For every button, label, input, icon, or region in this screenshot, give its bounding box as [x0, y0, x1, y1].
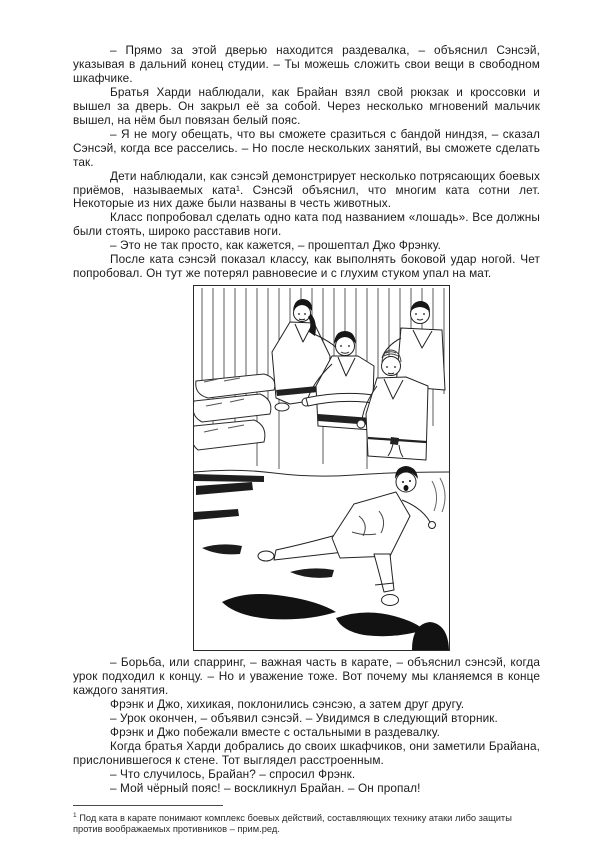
paragraph: Дети наблюдали, как сэнсэй демонстрирует несколько потрясающих боевых приёмов, называемых ката¹. Сэнсэй объяснил, что многим ката сотни лет. Некоторые из них даже были названы в честь животных.: [73, 168, 540, 211]
paragraph: – Я не могу обещать, что вы сможете сразиться с бандой ниндзя, – сказал Сэнсэй, когда все расселись. – Но после нескольких занятий, вы сможете сделать так.: [73, 126, 540, 169]
paragraph: – Борьба, или спарринг, – важная часть в карате, – объяснил сэнсэй, когда урок подходил к концу. – Но и уважение тоже. Вот почему мы кланяемся в конце каждого занятия.: [73, 655, 540, 698]
paragraph: – Что случилось, Брайан? – спросил Фрэнк.: [110, 766, 356, 781]
paragraph: Фрэнк и Джо, хихикая, поклонились сэнсэю, а затем друг другу.: [110, 697, 465, 712]
paragraph: После ката сэнсэй показал классу, как выполнять боковой удар ногой. Чет попробовал. Он тут же потерял равновесие и с глухим стуком упал на мат.: [73, 252, 540, 281]
paragraph: Фрэнк и Джо побежали вместе с остальными в раздевалку.: [110, 724, 440, 739]
paragraph: Класс попробовал сделать одно ката под названием «лошадь». Все должны были стоять, широко расставив ноги.: [73, 210, 540, 239]
paragraph: – Мой чёрный пояс! – воскликнул Брайан. – Он пропал!: [110, 780, 421, 795]
karate-class-illustration: [193, 285, 450, 651]
paragraph: – Это не так просто, как кажется, – прошептал Джо Фрэнку.: [110, 238, 441, 253]
paragraph: Когда братья Харди добрались до своих шкафчиков, они заметили Брайана, прислонившегося к стене. Тот выглядел расстроенным.: [73, 738, 540, 767]
footnote-body: Под ката в карате понимают комплекс боевых действий, составляющих технику атаки либо защиты против воображаемых противников – прим.ред.: [73, 812, 512, 835]
body-text-top: [73, 44, 540, 281]
paragraph: – Урок окончен, – объявил сэнсэй. – Увидимся в следующий вторник.: [110, 711, 498, 726]
footnote-text: [73, 810, 540, 836]
karate-illustration-svg: [194, 286, 449, 650]
paragraph: Братья Харди наблюдали, как Брайан взял свой рюкзак и кроссовки и вышел за дверь. Он закрыл её за собой. Через несколько мгновений мальчик вышел, на нём был повязан белый пояс.: [73, 84, 540, 127]
footnote-marker: 1: [73, 811, 77, 819]
paragraph: – Прямо за этой дверью находится раздевалка, – объяснил Сэнсэй, указывая в дальний конец студии. – Ты можешь сложить свои вещи в свободном шкафчике.: [73, 43, 540, 85]
body-text-bottom: [73, 656, 540, 796]
footnote-area: [73, 805, 540, 836]
footnote-divider: [73, 805, 223, 806]
